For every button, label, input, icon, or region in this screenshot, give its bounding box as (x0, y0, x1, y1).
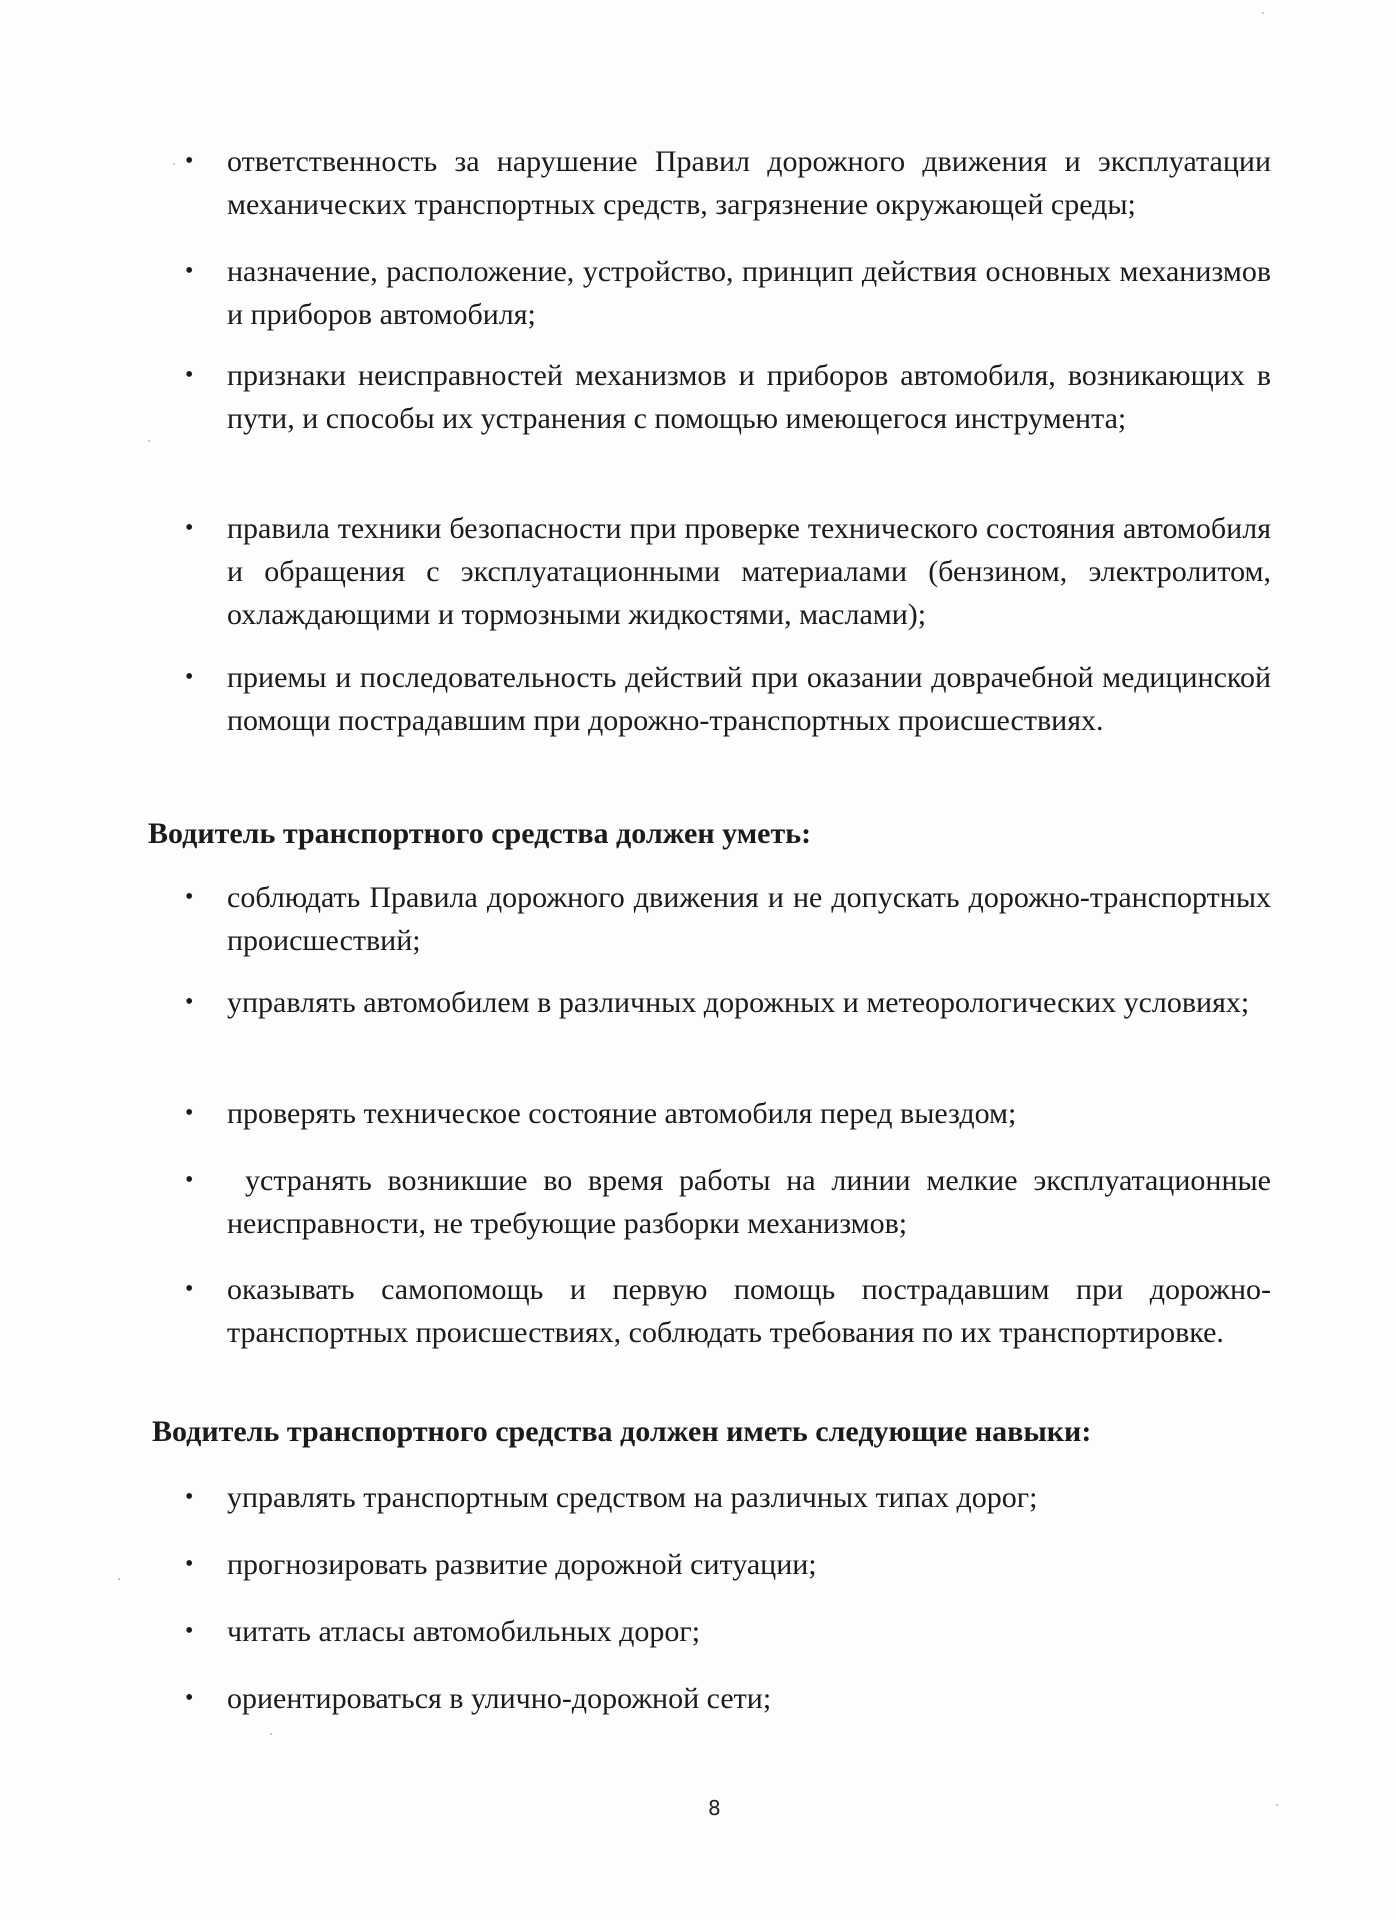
scan-speck (1276, 1804, 1278, 1806)
list-item: • ответственность за нарушение Правил дорожного движения и эксплуатации механических транспортных средств, загрязнение окружающей среды; (227, 140, 1271, 226)
bullet-icon: • (185, 1167, 194, 1193)
scan-speck (118, 1578, 120, 1580)
bullet-icon: • (185, 1551, 194, 1577)
list-item: • назначение, расположение, устройство, принцип действия основных механизмов и приборов автомобиля; (227, 250, 1271, 336)
bullet-icon: • (185, 664, 194, 690)
list-item: • приемы и последовательность действий при оказании доврачебной медицинской помощи пострадавшим при дорожно-транспортных происшествиях. (227, 656, 1271, 742)
list-item: • управлять автомобилем в различных дорожных и метеорологических условиях; (227, 981, 1271, 1024)
scan-speck (173, 163, 175, 165)
page-number: 8 (708, 1796, 721, 1820)
bullet-icon: • (185, 884, 194, 910)
scan-speck (1262, 12, 1264, 14)
scan-speck (270, 1733, 272, 1735)
bullet-icon: • (185, 1685, 194, 1711)
list-item: • соблюдать Правила дорожного движения и не допускать дорожно-транспортных происшествий; (227, 876, 1271, 962)
bullet-icon: • (185, 989, 194, 1015)
bullet-icon: • (185, 515, 194, 541)
list-item: • ориентироваться в улично-дорожной сети; (227, 1677, 1271, 1720)
bullet-icon: • (185, 1100, 194, 1126)
bullet-icon: • (185, 362, 194, 388)
list-item: • проверять техническое состояние автомобиля перед выездом; (227, 1092, 1271, 1135)
section-heading-skills: Водитель транспортного средства должен иметь следующие навыки: (152, 1415, 1092, 1448)
bullet-icon: • (185, 1276, 194, 1302)
list-item: • прогнозировать развитие дорожной ситуации; (227, 1543, 1271, 1586)
bullet-icon: • (185, 1618, 194, 1644)
section-heading-abilities: Водитель транспортного средства должен уметь: (148, 817, 812, 850)
bullet-icon: • (185, 1484, 194, 1510)
list-item: • управлять транспортным средством на различных типах дорог; (227, 1476, 1271, 1519)
list-item: • признаки неисправностей механизмов и приборов автомобиля, возникающих в пути, и способы их устранения с помощью имеющегося инструмента; (227, 354, 1271, 440)
list-item: • правила техники безопасности при проверке технического состояния автомобиля и обращения с эксплуатационными материалами (бензином, электролитом, охлаждающими и тормозными жидкостями, маслами); (227, 507, 1271, 636)
scan-speck (148, 440, 150, 442)
list-item: • оказывать самопомощь и первую помощь пострадавшим при дорожно-транспортных происшествиях, соблюдать требования по их транспортировке. (227, 1268, 1271, 1354)
bullet-icon: • (185, 258, 194, 284)
bullet-icon: • (185, 148, 194, 174)
list-item: • читать атласы автомобильных дорог; (227, 1610, 1271, 1653)
list-item: • устранять возникшие во время работы на линии мелкие эксплуатационные неисправности, не требующие разборки механизмов; (227, 1159, 1271, 1245)
